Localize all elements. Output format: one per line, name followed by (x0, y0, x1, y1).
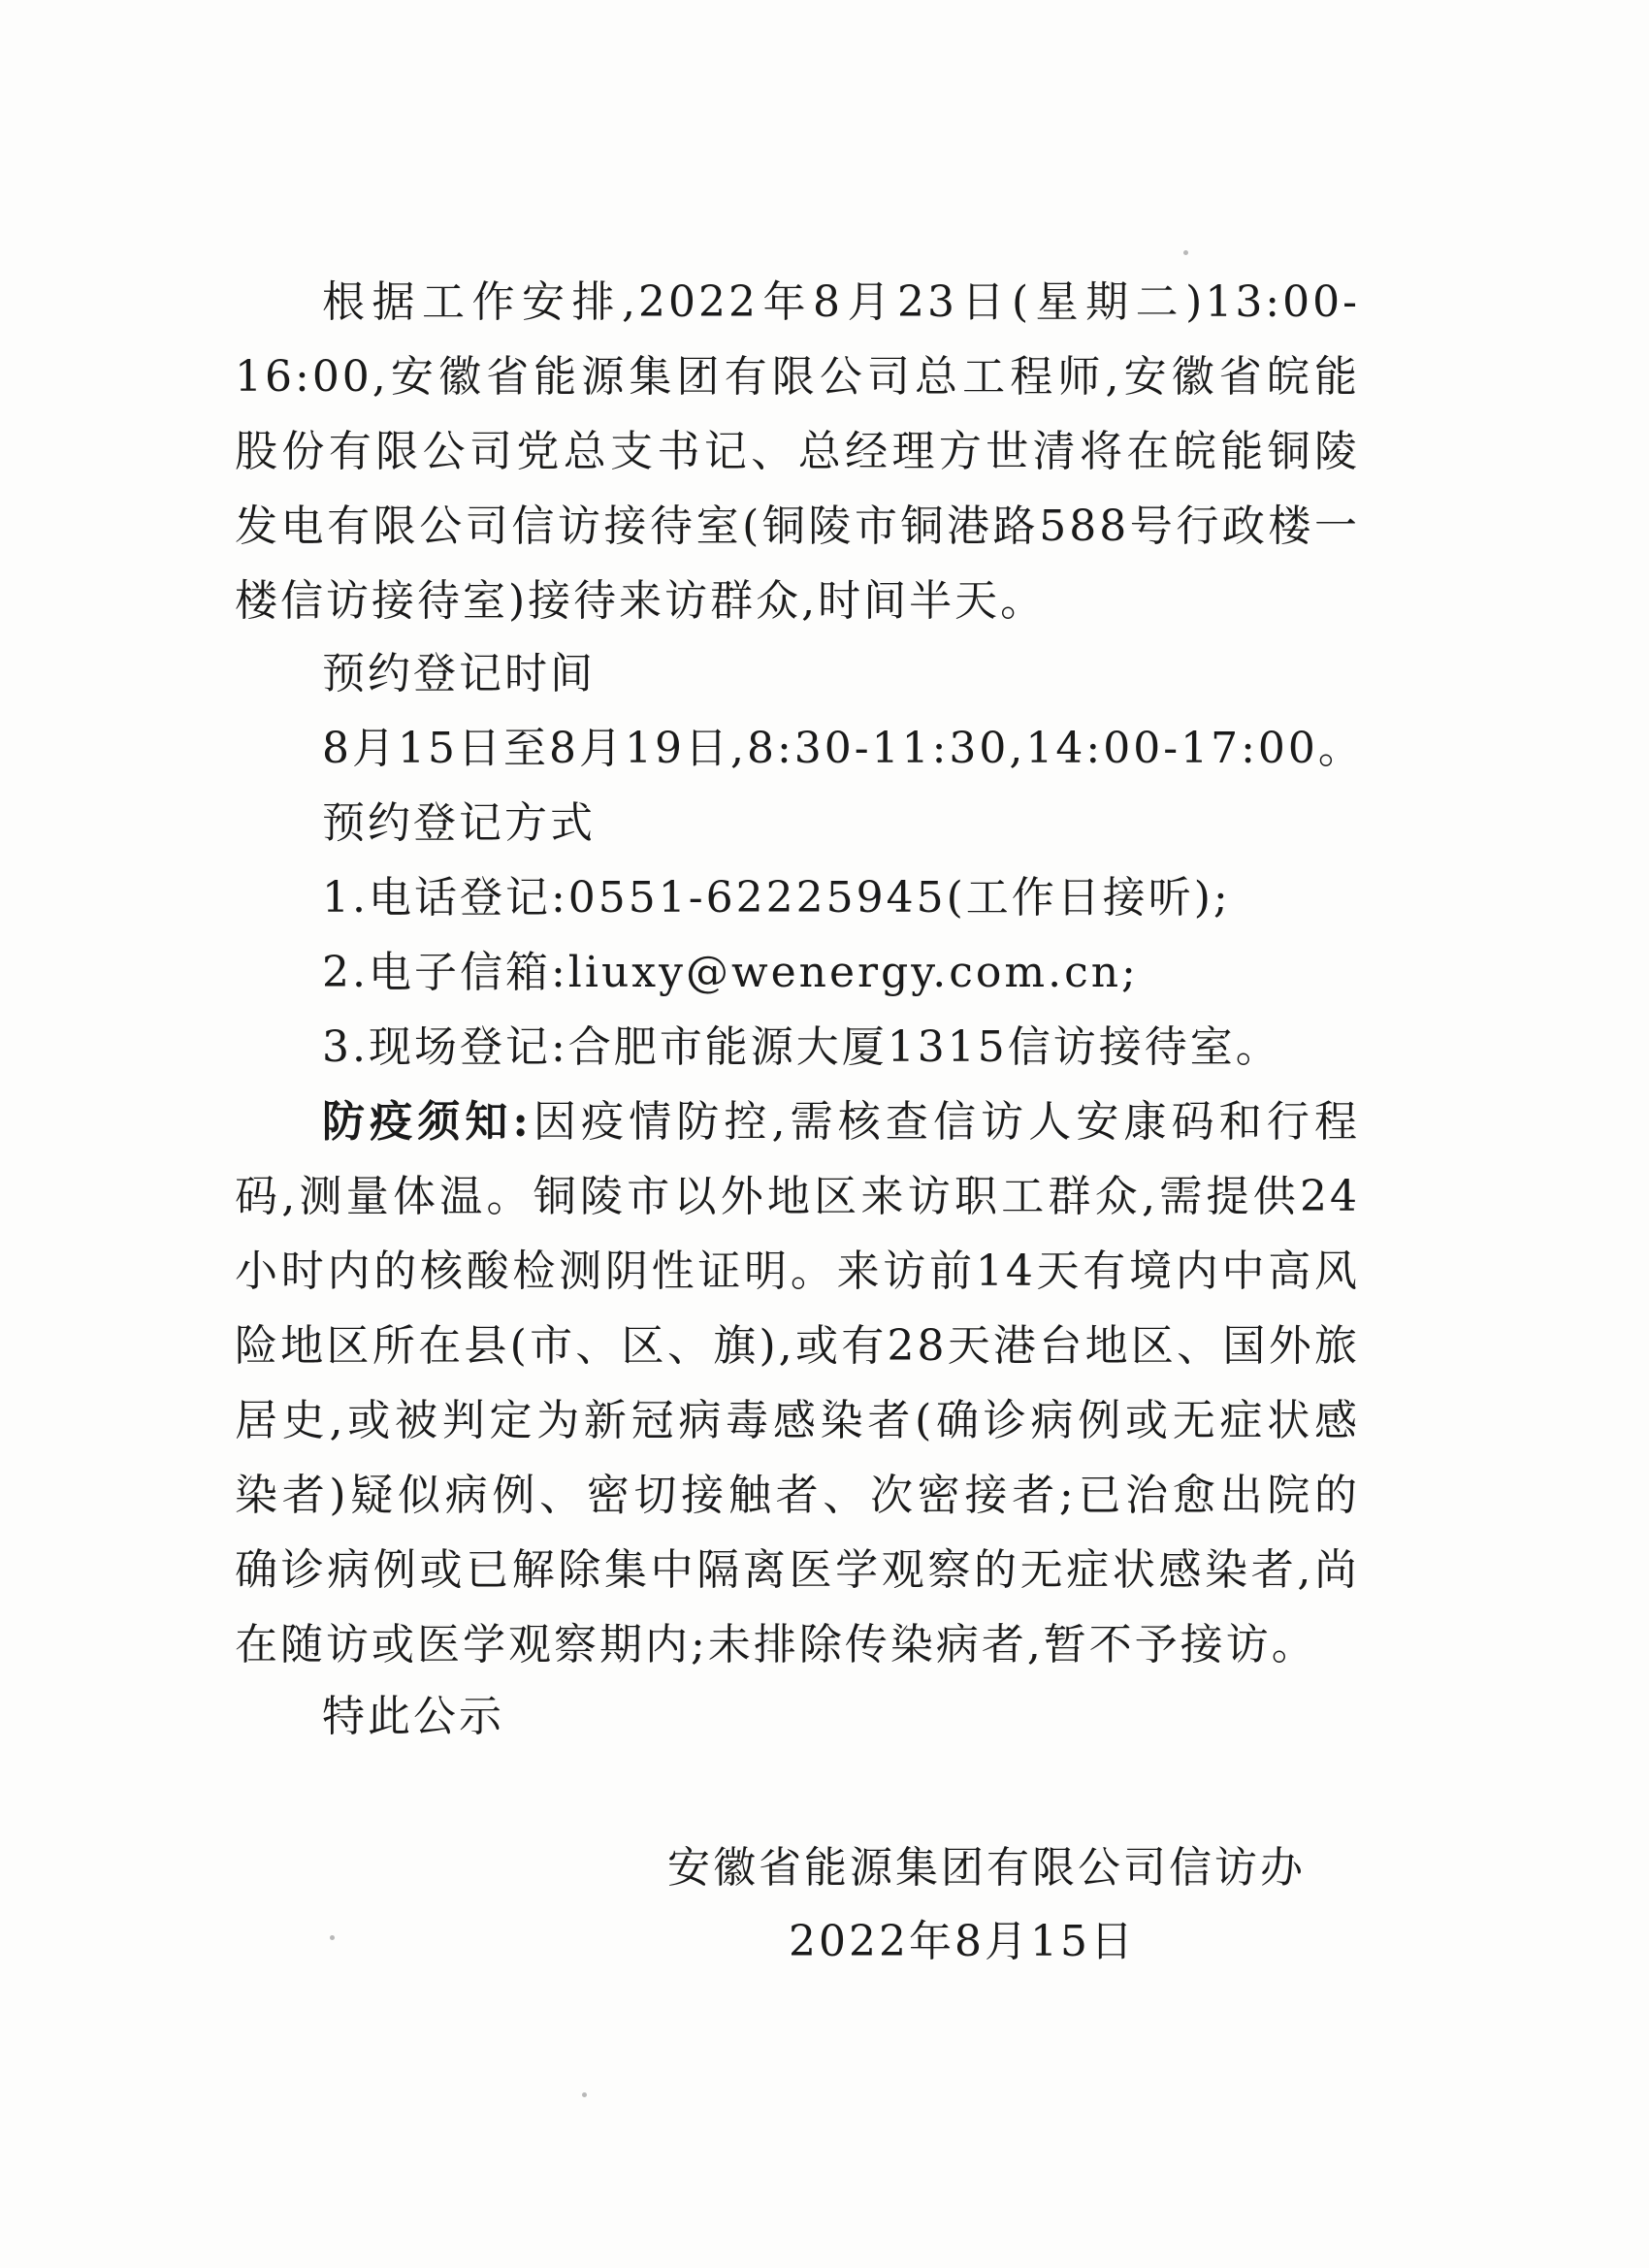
scan-speck (1183, 250, 1188, 255)
registration-time-heading: 预约登记时间 (322, 649, 596, 698)
intro-paragraph: 根据工作安排,2022年8月23日(星期二)13:00-16:00,安徽省能源集团有限公司总工程师,安徽省皖能股份有限公司党总支书记、总经理方世清将在皖能铜陵发电有限公司信访接待室(铜陵市铜港路588号行政楼一楼信访接待室)接待来访群众,时间半天。 (235, 277, 1360, 626)
issue-date: 2022年8月15日 (789, 1917, 1136, 1966)
method-phone: 1.电话登记:0551-62225945(工作日接听); (322, 873, 1231, 923)
covid-notice-paragraph (235, 1085, 1360, 1682)
issuer-signature: 安徽省能源集团有限公司信访办 (667, 1843, 1306, 1893)
covid-notice-text: 因疫情防控,需核查信访人安康码和行程码,测量体温。铜陵市以外地区来访职工群众,需提供24小时内的核酸检测阴性证明。来访前14天有境内中高风险地区所在县(市、区、旗),或有28天港台地区、国外旅居史,或被判定为新冠病毒感染者(确诊病例或无症状感染者)疑似病例、密切接触者、次密接者;已治愈出院的确诊病例或已解除集中隔离医学观察的无症状感染者,尚在随访或医学观察期内;未排除传染病者,暂不予接访。 (235, 1097, 1360, 1669)
covid-notice-label: 防疫须知: (322, 1097, 532, 1147)
closing-text: 特此公示 (322, 1692, 504, 1741)
scan-speck (330, 1935, 335, 1940)
registration-time-value: 8月15日至8月19日,8:30-11:30,14:00-17:00。 (322, 724, 1364, 773)
registration-method-heading: 预约登记方式 (322, 798, 596, 848)
method-email: 2.电子信箱:liuxy@wenergy.com.cn; (322, 948, 1139, 997)
method-onsite: 3.现场登记:合肥市能源大厦1315信访接待室。 (322, 1022, 1281, 1072)
scan-speck (582, 2092, 587, 2097)
